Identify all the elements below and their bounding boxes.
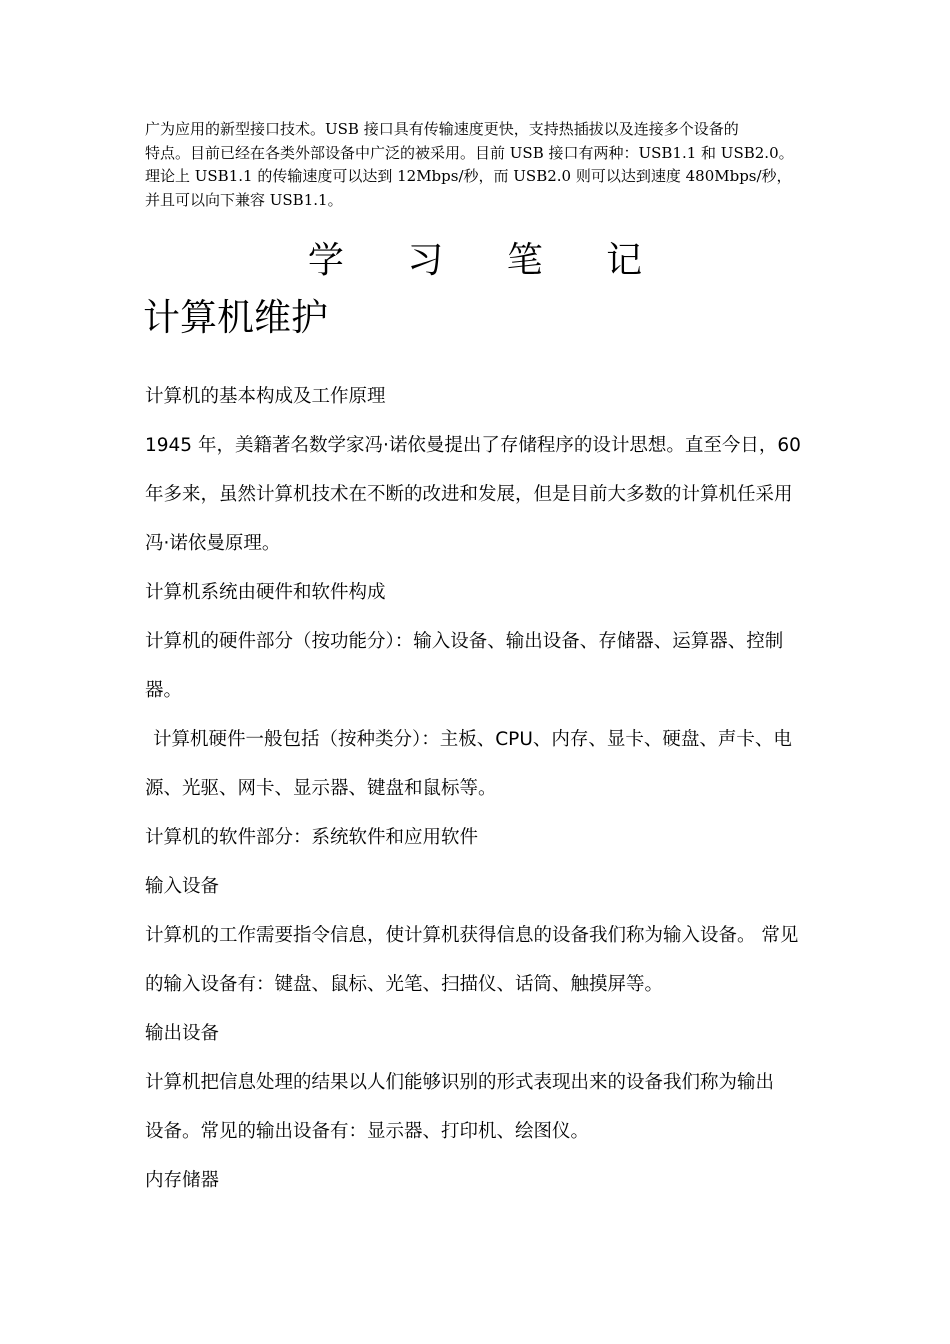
notes-title: 学 习 笔 记 — [307, 240, 669, 281]
intro-line: 理论上 USB1.1 的传输速度可以达到 12Mbps/秒，而 USB2.0 则可以达到速度 480Mbps/秒， — [145, 167, 792, 185]
section-paragraph-input-devices — [145, 911, 810, 1009]
section-paragraph-von-neumann — [145, 421, 810, 568]
intro-paragraph — [145, 118, 807, 212]
paragraph-line: 年多来，虽然计算机技术在不断的改进和发展，但是目前大多数的计算机任采用 — [145, 484, 793, 505]
intro-line: 特点。目前已经在各类外部设备中广泛的被采用。目前 USB 接口有两种：USB1.1 和 USB2.0。 — [145, 143, 794, 162]
document-body — [145, 372, 810, 1205]
section-heading-input-devices: 输入设备 — [145, 876, 220, 897]
paragraph-line: 计算机硬件一般包括（按种类分）：主板、CPU、内存、显卡、硬盘、声卡、电 — [153, 729, 792, 750]
paragraph-line: 计算机的硬件部分（按功能分）：输入设备、输出设备、存储器、运算器、控制 — [145, 631, 784, 652]
section-heading-internal-memory: 内存储器 — [145, 1170, 220, 1191]
section-paragraph-hardware-by-type — [145, 715, 810, 813]
paragraph-line: 的输入设备有：键盘、鼠标、光笔、扫描仪、话筒、触摸屏等。 — [145, 974, 664, 995]
paragraph-line: 源、光驱、网卡、显示器、键盘和鼠标等。 — [145, 778, 497, 799]
section-heading-output-devices: 输出设备 — [145, 1023, 220, 1044]
section-paragraph-software: 计算机的软件部分：系统软件和应用软件 — [145, 827, 479, 848]
section-paragraph-output-devices — [145, 1058, 810, 1156]
intro-line: 广为应用的新型接口技术。USB 接口具有传输速度更快，支持热插拔以及连接多个设备的 — [145, 120, 739, 138]
paragraph-line: 计算机把信息处理的结果以人们能够识别的形式表现出来的设备我们称为输出 — [145, 1072, 775, 1093]
intro-line: 并且可以向下兼容 USB1.1。 — [145, 190, 343, 209]
paragraph-line: 1945 年，美籍著名数学家冯·诺依曼提出了存储程序的设计思想。直至今日，60 — [145, 435, 801, 456]
main-heading: 计算机维护 — [143, 296, 328, 339]
paragraph-line: 计算机的工作需要指令信息，使计算机获得信息的设备我们称为输入设备。 常见 — [145, 925, 799, 946]
section-heading-hardware-software: 计算机系统由硬件和软件构成 — [145, 582, 386, 603]
section-heading-basic-structure: 计算机的基本构成及工作原理 — [145, 386, 386, 407]
section-paragraph-hardware-by-function — [145, 617, 810, 715]
paragraph-line: 设备。常见的输出设备有：显示器、打印机、绘图仪。 — [145, 1121, 590, 1142]
paragraph-line: 器。 — [145, 680, 183, 701]
paragraph-line: 冯·诺依曼原理。 — [145, 533, 281, 554]
